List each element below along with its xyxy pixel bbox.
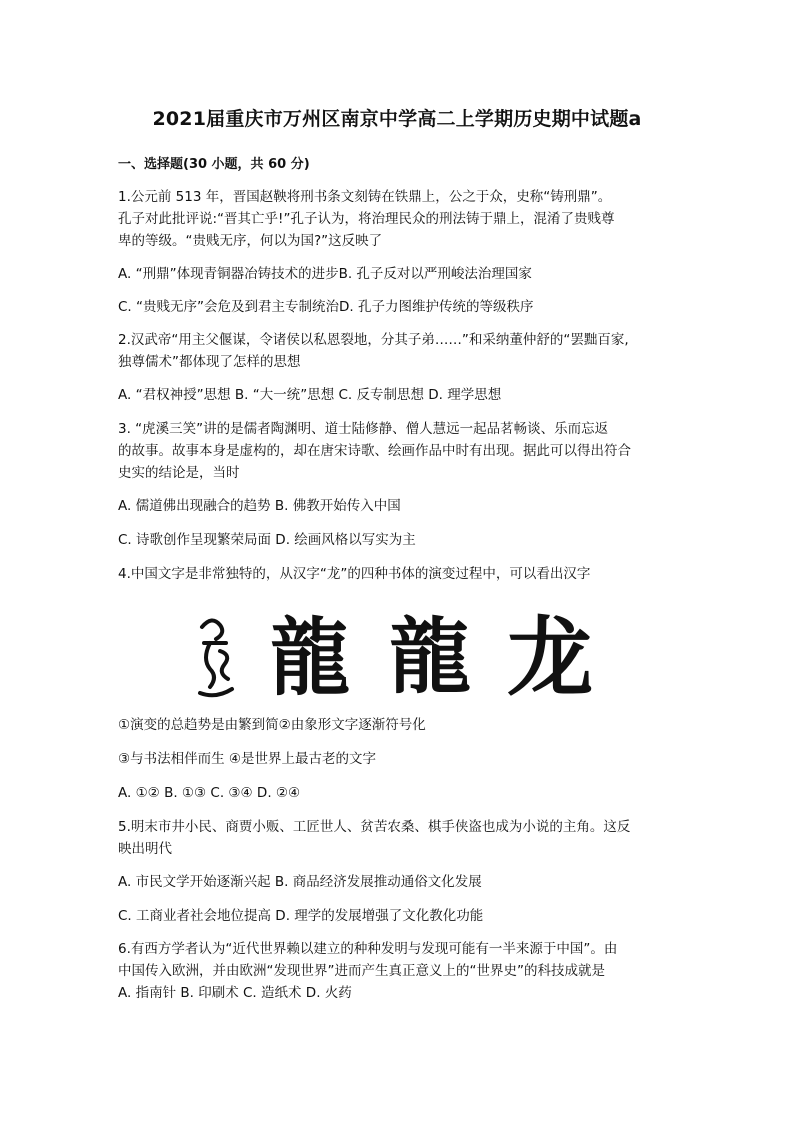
question-3-option-line-1: A. 儒道佛出现融合的趋势 B. 佛教开始传入中国 xyxy=(118,498,401,514)
question-5-stem-line-1: 5.明末市井小民、商贾小贩、工匠世人、贫苦农桑、棋手侠盗也成为小说的主角。这反 xyxy=(118,819,631,835)
question-4-stem-line-1: 4.中国文字是非常独特的，从汉字“龙”的四种书体的演变过程中，可以看出汉字 xyxy=(118,566,591,582)
question-3-stem-line-1: 3. “虎溪三笑”讲的是儒者陶渊明、道士陆修静、僧人慧远一起品茗畅谈、乐而忘返 xyxy=(118,421,609,437)
question-6-stem-line-1: 6.有西方学者认为“近代世界赖以建立的种种发明与发现可能有一半来源于中国”。由 xyxy=(118,941,618,957)
question-1-stem-line-3: 卑的等级。“贵贱无序，何以为国?”这反映了 xyxy=(118,233,383,249)
question-5-option-line-2: C. 工商业者社会地位提高 D. 理学的发展增强了文化教化功能 xyxy=(118,908,484,924)
question-6-option-line-1: A. 指南针 B. 印刷术 C. 造纸术 D. 火药 xyxy=(118,985,352,1001)
question-1-stem-line-1: 1.公元前 513 年，晋国赵鞅将刑书条文刻铸在铁鼎上，公之于众，史称“铸刑鼎”。 xyxy=(118,189,612,205)
question-3-stem-line-2: 的故事。故事本身是虚构的，却在唐宋诗歌、绘画作品中时有出现。据此可以得出符合 xyxy=(118,443,631,459)
question-5-option-line-1: A. 市民文学开始逐渐兴起 B. 商品经济发展推动通俗文化发展 xyxy=(118,874,482,890)
section-heading: 一、选择题(30 小题，共 60 分) xyxy=(118,157,310,172)
question-4-statement-line-1: ①演变的总趋势是由繁到简②由象形文字逐渐符号化 xyxy=(118,717,426,733)
dragon-script-evolution-figure xyxy=(190,603,610,703)
question-4-statement-line-2: ③与书法相伴而生 ④是世界上最古老的文字 xyxy=(118,751,376,767)
question-6-stem-line-2: 中国传入欧洲，并由欧洲“发现世界”进而产生真正意义上的“世界史”的科技成就是 xyxy=(118,963,605,979)
question-1-stem-line-2: 孔子对此批评说:“晋其亡乎!”孔子认为，将治理民众的刑法铸于鼎上，混淆了贵贱尊 xyxy=(118,211,615,227)
question-4-option-line-1: A. ①② B. ①③ C. ③④ D. ②④ xyxy=(118,785,301,801)
question-3-option-line-2: C. 诗歌创作呈现繁荣局面 D. 绘画风格以写实为主 xyxy=(118,532,416,548)
question-1-option-line-2: C. “贵贱无序”会危及到君主专制统治D. 孔子力图维护传统的等级秩序 xyxy=(118,299,534,315)
question-1-option-line-1: A. “刑鼎”体现青铜器冶铸技术的进步B. 孔子反对以严刑峻法治理国家 xyxy=(118,266,532,282)
dragon-glyph-seal: 龍 xyxy=(270,609,350,703)
question-3-stem-line-3: 史实的结论是，当时 xyxy=(118,465,240,481)
dragon-glyph-regular: 龍 xyxy=(388,610,472,703)
dragon-glyph-oracle xyxy=(200,620,232,695)
question-2-option-line-1: A. “君权神授”思想 B. “大一统”思想 C. 反专制思想 D. 理学思想 xyxy=(118,387,502,403)
question-5-stem-line-2: 映出明代 xyxy=(118,841,172,857)
exam-title: 2021届重庆市万州区南京中学高二上学期历史期中试题a xyxy=(152,108,642,130)
question-2-stem-line-1: 2.汉武帝“用主父偃谋，令诸侯以私恩裂地，分其子弟……”和采纳董仲舒的“罢黜百家, xyxy=(118,332,629,348)
question-2-stem-line-2: 独尊儒术”都体现了怎样的思想 xyxy=(118,354,301,370)
dragon-glyph-simplified: 龙 xyxy=(507,608,593,703)
